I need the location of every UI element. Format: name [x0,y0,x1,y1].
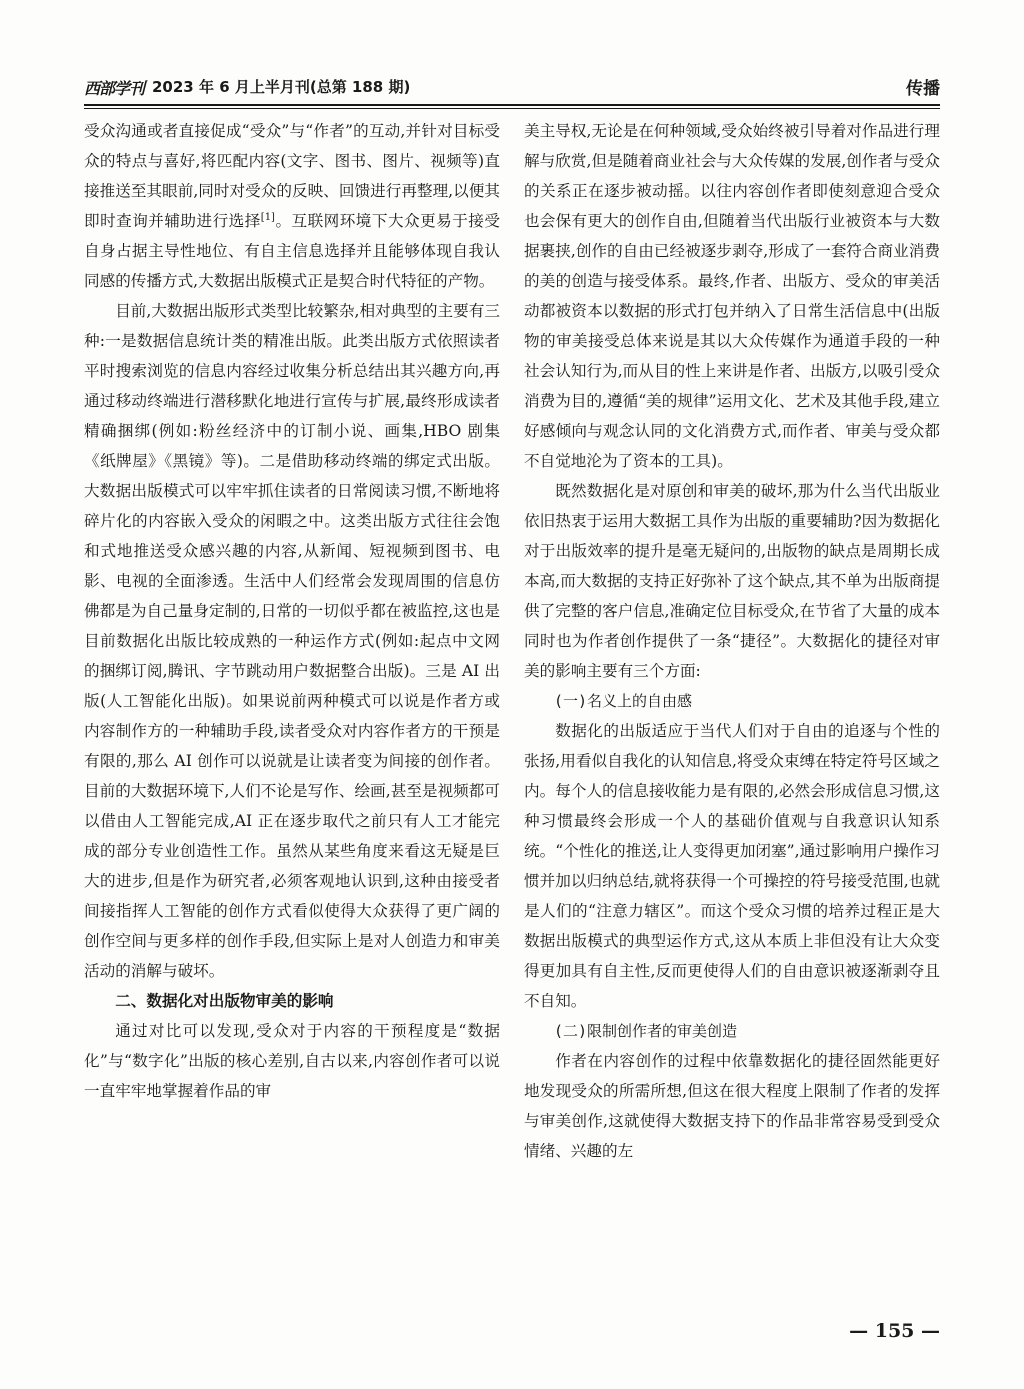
header-rule [84,104,940,106]
page-number: — 155 — [849,1320,940,1342]
paragraph: 美主导权,无论是在何种领域,受众始终被引导着对作品进行理解与欣赏,但是随着商业社会与大众传媒的发展,创作者与受众的关系正在逐步被动摇。以往内容创作者即使刻意迎合受众也会保有更大的创作自由,但随着当代出版行业被资本与大数据裹挟,创作的自由已经被逐步剥夺,形成了一套符合商业消费的美的创造与接受体系。最终,作者、出版方、受众的审美活动都被资本以数据的形式打包并纳入了日常生活信息中(出版物的审美接受总体来说是其以大众传媒作为通道手段的一种社会认知行为,而从目的性上来讲是作者、出版方,以吸引受众消费为目的,遵循“美的规律”运用文化、艺术及其他手段,建立好感倾向与观念认同的文化消费方式,而作者、审美与受众都不自觉地沦为了资本的工具)。 [524,122,940,470]
left-column [84,116,500,1306]
section-name: 传播 [906,79,940,99]
subsection-heading: (二)限制创作者的审美创造 [554,1022,738,1040]
subsection-heading: (一)名义上的自由感 [554,692,693,710]
right-column [524,116,940,1306]
paragraph: 目前,大数据出版形式类型比较繁杂,相对典型的主要有三种:一是数据信息统计类的精准出版。此类出版方式依照读者平时搜索浏览的信息内容经过收集分析总结出其兴趣方向,再通过移动终端进行潜移默化地进行宣传与扩展,最终形成读者精确捆绑(例如:粉丝经济中的订制小说、画集,HBO 剧集《纸牌屋》《黑镜》等)。二是借助移动终端的绑定式出版。大数据出版模式可以牢牢抓住读者的日常阅读习惯,不断地将碎片化的内容嵌入受众的闲暇之中。这类出版方式往往会饱和式地推送受众感兴趣的内容,从新闻、短视频到图书、电影、电视的全面渗透。生活中人们经常会发现周围的信息仿佛都是为自己量身定制的,日常的一切似乎都在被监控,这也是目前数据化出版比较成熟的一种运作方式(例如:起点中文网的捆绑订阅,腾讯、字节跳动用户数据整合出版)。三是 AI 出版(人工智能化出版)。如果说前两种模式可以说是作者方或内容制作方的一种辅助手段,读者受众对内容作者方的干预是有限的,那么 AI 创作可以说就是让读者变为间接的创作者。目前的大数据环境下,人们不论是写作、绘画,甚至是视频都可以借由人工智能完成,AI 正在逐步取代之前只有人工才能完成的部分专业创造性工作。虽然从某些角度来看这无疑是巨大的进步,但是作为研究者,必须客观地认识到,这种由接受者间接指挥人工智能的创作方式看似使得大众获得了更广阔的创作空间与更多样的创作手段,但实际上是对人创造力和审美活动的消解与破坏。 [84,302,500,980]
paragraph: 数据化的出版适应于当代人们对于自由的追逐与个性的张扬,用看似自我化的认知信息,将受众束缚在特定符号区域之内。每个人的信息接收能力是有限的,必然会形成信息习惯,这种习惯最终会形成一个人的基础价值观与自我意识认知系统。“个性化的推送,让人变得更加闭塞”,通过影响用户操作习惯并加以归纳总结,就将获得一个可操控的符号接受范围,也就是人们的“注意力辖区”。而这个受众习惯的培养过程正是大数据出版模式的典型运作方式,这从本质上非但没有让大众变得更加具有自主性,反而更使得人们的自由意识被逐渐剥夺且不自知。 [524,722,940,1010]
issue-info: 2023 年 6 月上半月刊(总第 188 期) [152,78,411,96]
section-heading: 二、数据化对出版物审美的影响 [115,992,334,1010]
paragraph [84,116,500,296]
paragraph-text: 受众沟通或者直接促成“受众”与“作者”的互动,并针对目标受众的特点与喜好,将匹配内容(文字、图书、图片、视频等)直接推送至其眼前,同时对受众的反映、回馈进行再整理,以便其即时查询并辅助进行选择 [84,122,500,230]
paragraph: 作者在内容创作的过程中依靠数据化的捷径固然能更好地发现受众的所需所想,但这在很大程度上限制了作者的发挥与审美创作,这就使得大数据支持下的作品非常容易受到受众情绪、兴趣的左 [524,1052,940,1160]
paragraph: 通过对比可以发现,受众对于内容的干预程度是“数据化”与“数字化”出版的核心差别,自古以来,内容创作者可以说一直牢牢地掌握着作品的审 [84,1022,500,1100]
header-rule-thin [84,108,940,109]
paragraph: 既然数据化是对原创和审美的破坏,那为什么当代出版业依旧热衷于运用大数据工具作为出版的重要辅助?因为数据化对于出版效率的提升是毫无疑问的,出版物的缺点是周期长成本高,而大数据的支持正好弥补了这个缺点,其不单为出版商提供了完整的客户信息,准确定位目标受众,在节省了大量的成本同时也为作者创作提供了一条“捷径”。大数据化的捷径对审美的影响主要有三个方面: [524,482,940,680]
running-header [84,70,940,104]
paragraph-text: 。互联网环境下大众更易于接受自身占据主导性地位、有自主信息选择并且能够体现自我认同感的传播方式,大数据出版模式正是契合时代特征的产物。 [84,212,500,290]
journal-logo: 西部学刊 [84,79,145,98]
citation-ref: [1] [260,211,275,223]
